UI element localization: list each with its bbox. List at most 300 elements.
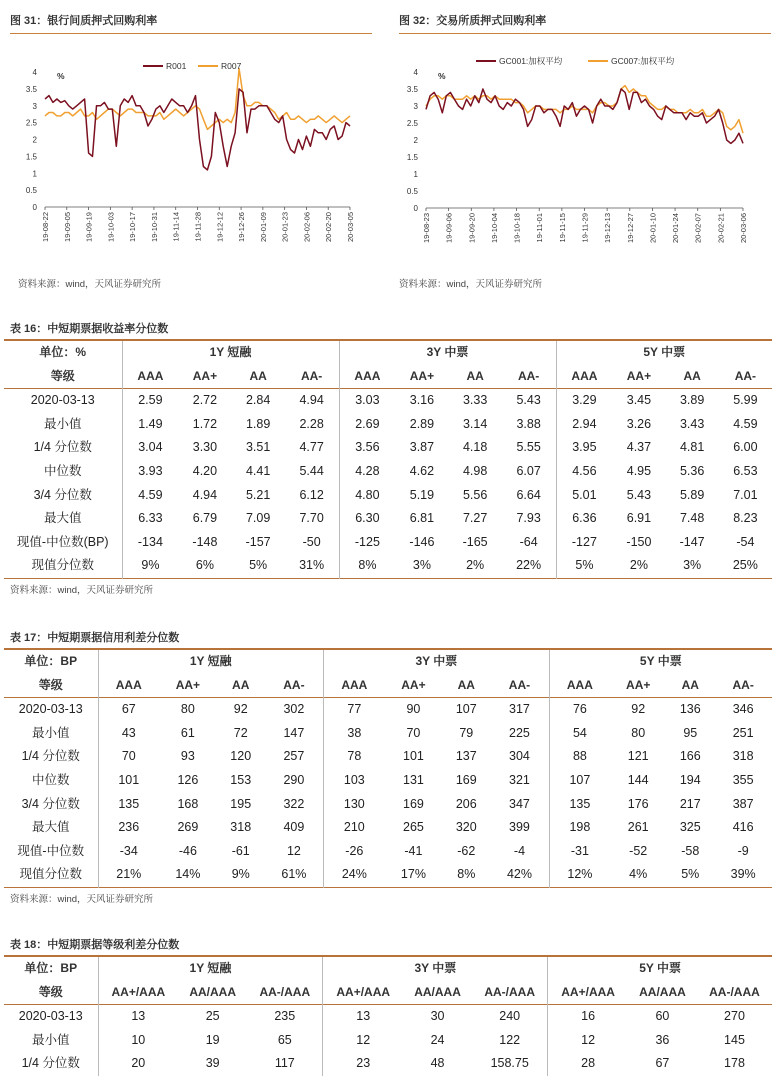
col-header-row [4, 981, 772, 1005]
table-cell: -46 [178, 843, 197, 858]
x-tick-label: 19-09-20 [467, 213, 477, 244]
col-header: AA-/AAA [484, 984, 536, 999]
col-header: AA+ [192, 368, 218, 383]
col-header: AA+/AAA [323, 981, 403, 1005]
table-cell: 4.59 [122, 484, 178, 508]
col-header: AAA [556, 365, 612, 389]
col-header: AA-/AAA [259, 984, 311, 999]
group-header: 3Y 中票 [323, 956, 548, 981]
col-header: AA+ [175, 677, 201, 692]
table-cell: -4 [513, 843, 526, 858]
table-cell: 21% [98, 863, 159, 887]
table-cell: -125 [339, 531, 395, 555]
table-row [4, 460, 772, 484]
row-label: 2020-03-13 [18, 1009, 83, 1024]
table-cell: 2.89 [409, 416, 435, 431]
x-tick-label: 19-11-28 [193, 212, 203, 242]
table-cell: 195 [230, 796, 252, 811]
table-cell: 166 [679, 749, 701, 764]
table-cell: 131 [403, 772, 424, 787]
x-tick-label: 19-10-03 [106, 212, 116, 243]
col-header: AA [457, 677, 475, 692]
x-tick-label: 19-11-14 [171, 212, 181, 242]
unit-label: % [438, 71, 446, 81]
col-header: AA/AAA [639, 984, 686, 999]
unit-label: % [57, 71, 65, 81]
x-tick-label: 20-03-06 [739, 213, 748, 244]
col-header: AA+ [626, 368, 652, 383]
x-tick-label: 19-12-26 [237, 211, 247, 243]
table-cell: 3.56 [339, 436, 395, 460]
group-header: 5Y 中票 [548, 956, 772, 981]
table-row [4, 745, 772, 769]
table-cell: 2.69 [339, 413, 395, 437]
y-tick-label: 2.5 [25, 118, 37, 128]
table-cell: 4.62 [409, 463, 435, 478]
y-tick-label: 1 [32, 169, 37, 179]
x-tick-label: 19-10-31 [149, 212, 159, 243]
table-cell: 317 [509, 702, 530, 717]
table-cell: 61 [180, 725, 195, 740]
x-tick-label: 20-01-23 [280, 212, 290, 243]
table-cell: 269 [177, 820, 199, 835]
table-cell: 1.89 [245, 416, 271, 431]
row-label: 1/4 分位数 [33, 440, 92, 455]
table-row [4, 793, 772, 817]
table-cell: 387 [732, 796, 754, 811]
table-cell: 3.30 [192, 440, 218, 455]
table-row [4, 698, 772, 722]
table-cell: 304 [509, 749, 530, 764]
table-cell: 4.77 [299, 440, 324, 455]
y-tick-label: 1.5 [25, 152, 37, 162]
table-cell: 19 [205, 1032, 220, 1047]
table-row [4, 863, 772, 887]
table-cell: 1.72 [192, 416, 218, 431]
row-label: 1/4 分位数 [21, 749, 80, 764]
table-cell: 3.16 [409, 393, 435, 408]
x-tick-label: 20-01-09 [258, 212, 268, 243]
col-header: AA+ [409, 368, 435, 383]
unit-label: 单位：BP [24, 961, 78, 975]
table-cell: 144 [627, 772, 649, 787]
row-label: 最大值 [43, 511, 82, 526]
grade-label: 等级 [50, 368, 75, 383]
table-cell: 39% [730, 867, 756, 882]
table-cell: 270 [724, 1009, 745, 1024]
table-row [4, 389, 772, 413]
table-cell: 5.19 [409, 487, 435, 502]
table-cell: -52 [629, 843, 648, 858]
table-cell: 6.64 [516, 487, 541, 502]
table-cell: 4.80 [339, 484, 395, 508]
col-header: AA-/AAA [709, 984, 760, 999]
table-cell: 158.75 [490, 1056, 529, 1071]
table-cell: 2.84 [245, 393, 271, 408]
table-cell: 5.43 [516, 393, 541, 408]
col-header: AAA [324, 674, 385, 698]
table-cell: 101 [403, 749, 424, 764]
table-cell: 168 [177, 796, 199, 811]
row-label: 最大值 [31, 820, 70, 835]
table-cell: 169 [403, 796, 424, 811]
table-cell: 355 [732, 772, 754, 787]
table-cell: 290 [283, 772, 305, 787]
table-cell: 7.09 [245, 511, 271, 526]
table-cell: 3% [683, 558, 702, 573]
table-cell: 399 [509, 820, 530, 835]
x-tick-label: 19-11-29 [580, 213, 590, 243]
table-cell: 5% [556, 554, 612, 578]
table17-source: 资料来源：wind，天风证券研究所 [10, 894, 154, 905]
x-tick-label: 19-09-05 [62, 212, 72, 243]
x-tick-label: 20-01-10 [648, 213, 658, 244]
table-cell: 3.88 [516, 416, 541, 431]
table-cell: -64 [519, 534, 538, 549]
y-tick-label: 4 [413, 68, 418, 77]
table-cell: -134 [122, 531, 178, 555]
table-cell: 107 [549, 769, 610, 793]
table-cell: 24% [324, 863, 385, 887]
table-cell: -31 [549, 840, 610, 864]
table-cell: 4.37 [626, 440, 652, 455]
x-tick-label: 20-01-24 [671, 213, 681, 244]
table-cell: 12 [548, 1029, 628, 1053]
table-cell: 4.41 [245, 463, 271, 478]
table-cell: 9% [122, 554, 178, 578]
series-line-0 [426, 89, 743, 143]
table-cell: 39 [205, 1056, 220, 1071]
table-cell: 22% [516, 558, 542, 573]
unit-label: 单位：% [39, 345, 87, 359]
table-cell: 7.48 [679, 511, 705, 526]
col-header: AA- [283, 677, 305, 692]
table-cell: 14% [175, 867, 201, 882]
row-label: 3/4 分位数 [21, 796, 80, 811]
table-cell: 217 [679, 796, 701, 811]
table-cell: -50 [302, 534, 321, 549]
table-cell: 12% [549, 863, 610, 887]
x-tick-label: 20-02-07 [693, 213, 703, 244]
table-cell: -61 [231, 843, 250, 858]
y-tick-label: 3 [413, 102, 418, 111]
y-tick-label: 0 [32, 203, 37, 212]
table-cell: 8.23 [733, 511, 758, 526]
col-header: AA- [734, 368, 757, 383]
group-header: 1Y 短融 [98, 956, 323, 981]
table-cell: 2.28 [299, 416, 324, 431]
table-cell: 5% [249, 558, 268, 573]
y-tick-label: 0.5 [406, 187, 418, 196]
table-cell: 12 [323, 1029, 403, 1053]
table-cell: 347 [509, 796, 530, 811]
table-cell: 43 [98, 722, 159, 746]
table-cell: 4.20 [192, 463, 218, 478]
table-cell: 7.70 [299, 511, 324, 526]
x-tick-label: 19-11-01 [535, 213, 545, 243]
table-cell: 206 [455, 796, 477, 811]
table-cell: 169 [455, 772, 477, 787]
table-cell: 101 [98, 769, 159, 793]
table-cell: 325 [679, 820, 701, 835]
x-tick-label: 19-12-27 [625, 213, 635, 244]
table-cell: 5.89 [679, 487, 705, 502]
table-cell: 4.28 [339, 460, 395, 484]
table-cell: 2% [466, 558, 485, 573]
col-header: AAA [339, 365, 395, 389]
figure31-caption: 图 31：银行间质押式回购利率 [10, 15, 158, 27]
y-tick-label: 3.5 [25, 84, 37, 94]
table-cell: -146 [409, 534, 435, 549]
table-cell: 318 [230, 820, 252, 835]
table-cell: -58 [681, 843, 700, 858]
table-cell: 4.81 [679, 440, 705, 455]
table-cell: 153 [230, 772, 252, 787]
table-cell: 4.95 [626, 463, 652, 478]
table-cell: 3.89 [679, 393, 705, 408]
table-cell: 3.51 [245, 440, 271, 455]
table-cell: 225 [509, 725, 530, 740]
table-cell: 121 [627, 749, 649, 764]
table-cell: 346 [732, 702, 754, 717]
table-cell: 78 [324, 745, 385, 769]
row-label: 现值分位数 [19, 867, 82, 882]
table-cell: 117 [274, 1056, 295, 1071]
table-cell: 9% [231, 867, 250, 882]
table-row [4, 722, 772, 746]
table-cell: -150 [626, 534, 652, 549]
table-row [4, 507, 772, 531]
col-header: AA [249, 368, 267, 383]
table-cell: 3.26 [626, 416, 652, 431]
x-tick-label: 20-03-05 [346, 212, 355, 243]
row-label: 3/4 分位数 [33, 487, 92, 502]
table-cell: 321 [509, 772, 530, 787]
row-label: 现值-中位数(BP) [16, 534, 109, 549]
table-cell: 2% [629, 558, 648, 573]
table-cell: 7.27 [462, 511, 488, 526]
x-tick-label: 20-02-20 [324, 212, 334, 243]
y-tick-label: 4 [32, 68, 37, 77]
table-cell: -148 [192, 534, 218, 549]
group-header: 1Y 短融 [98, 649, 324, 674]
table-cell: 5% [681, 867, 700, 882]
table-cell: 48 [430, 1056, 445, 1071]
table-cell: 77 [324, 698, 385, 722]
table-cell: 3.43 [679, 416, 705, 431]
table-row [4, 554, 772, 578]
table-cell: -54 [736, 534, 755, 549]
table-cell: 17% [400, 867, 426, 882]
table-cell: 135 [549, 793, 610, 817]
grade-label: 等级 [38, 984, 63, 999]
group-header: 3Y 中票 [339, 340, 556, 365]
table-cell: 103 [324, 769, 385, 793]
table-row [4, 816, 772, 840]
table-cell: 36 [655, 1032, 670, 1047]
table-row [4, 840, 772, 864]
table-cell: 6.33 [122, 507, 178, 531]
col-header: AAA [122, 365, 178, 389]
row-label: 现值-中位数 [17, 843, 85, 858]
table-cell: 92 [233, 702, 248, 717]
table-cell: 6.79 [192, 511, 218, 526]
x-tick-label: 19-09-19 [84, 212, 94, 243]
table-cell: 5.21 [245, 487, 271, 502]
table-cell: 4% [629, 867, 648, 882]
table-cell: 3.87 [409, 440, 435, 455]
table-cell: 38 [324, 722, 385, 746]
table-cell: 6.53 [733, 463, 758, 478]
table-cell: 5.43 [626, 487, 652, 502]
x-tick-label: 19-12-12 [215, 212, 225, 243]
table-cell: 70 [406, 725, 421, 740]
table-cell: 409 [283, 820, 305, 835]
table-cell: 2.72 [192, 393, 218, 408]
y-tick-label: 1.5 [406, 153, 418, 162]
legend-label: R007 [221, 61, 242, 71]
table-cell: 1.49 [122, 413, 178, 437]
table-cell: 4.59 [733, 416, 758, 431]
table-cell: 4.94 [192, 487, 218, 502]
col-header: AAA [549, 674, 610, 698]
table-cell: 10 [98, 1029, 178, 1053]
col-header: AA- [508, 677, 531, 692]
table-cell: 3% [412, 558, 431, 573]
table-cell: 31% [299, 558, 325, 573]
table-cell: 416 [732, 820, 754, 835]
group-header: 1Y 短融 [122, 340, 339, 365]
table-cell: 60 [655, 1009, 670, 1024]
y-tick-label: 0.5 [25, 186, 37, 196]
table-cell: 88 [549, 745, 610, 769]
table-cell: 265 [403, 820, 424, 835]
table-cell: 28 [548, 1052, 628, 1076]
table-cell: 210 [324, 816, 385, 840]
table-cell: -127 [556, 531, 612, 555]
row-label: 2020-03-13 [30, 393, 95, 408]
col-header: AA [683, 368, 701, 383]
row-label: 现值分位数 [31, 558, 94, 573]
table-cell: 5.99 [733, 393, 758, 408]
table-cell: 30 [430, 1009, 445, 1024]
table-cell: 176 [627, 796, 649, 811]
group-header: 5Y 中票 [549, 649, 772, 674]
table-cell: 13 [98, 1005, 178, 1029]
x-tick-label: 19-09-06 [444, 213, 454, 244]
table-cell: 122 [499, 1032, 521, 1047]
table-cell: 70 [98, 745, 159, 769]
table-cell: -147 [679, 534, 705, 549]
table-cell: 76 [549, 698, 610, 722]
col-header: AA+/AAA [98, 981, 178, 1005]
y-tick-label: 2.5 [406, 119, 418, 128]
table16-caption: 表 16：中短期票据收益率分位数 [10, 323, 169, 335]
table-cell: 4.56 [556, 460, 612, 484]
figure32-source: 资料来源：wind，天风证券研究所 [399, 279, 543, 290]
table-cell: 251 [732, 725, 754, 740]
row-label: 最小值 [31, 725, 70, 740]
col-header: AA+/AAA [548, 981, 628, 1005]
table-cell: 136 [679, 702, 701, 717]
col-header: AA [681, 677, 699, 692]
table-cell: 72 [233, 725, 248, 740]
table-cell: 8% [339, 554, 395, 578]
x-tick-label: 19-11-15 [557, 213, 567, 243]
table-row [4, 484, 772, 508]
table-cell: -9 [737, 843, 749, 858]
unit-label: 单位：BP [24, 654, 78, 668]
table-cell: 23 [323, 1052, 403, 1076]
table18-caption: 表 18：中短期票据等级利差分位数 [10, 939, 180, 951]
table-cell: 3.14 [462, 416, 488, 431]
table-cell: 6% [195, 558, 214, 573]
table-cell: 6.12 [299, 487, 324, 502]
x-tick-label: 19-12-13 [603, 213, 613, 244]
figure31-source: 资料来源：wind，天风证券研究所 [18, 279, 162, 290]
table-cell: 145 [724, 1032, 745, 1047]
table-row [4, 531, 772, 555]
table-cell: 79 [459, 725, 474, 740]
table-cell: 13 [323, 1005, 403, 1029]
table-cell: 107 [455, 702, 477, 717]
col-header: AA+ [401, 677, 426, 692]
table-cell: 235 [274, 1009, 296, 1024]
table-cell: 16 [548, 1005, 628, 1029]
row-label: 中位数 [31, 772, 70, 787]
table-cell: 80 [180, 702, 195, 717]
row-label: 最小值 [43, 416, 82, 431]
table-cell: 3.29 [556, 389, 612, 413]
table-row [4, 769, 772, 793]
table-cell: 6.00 [733, 440, 758, 455]
y-tick-label: 3.5 [406, 85, 418, 94]
y-tick-label: 3 [32, 101, 37, 111]
col-header: AA/AAA [414, 984, 461, 999]
table-cell: 5.01 [556, 484, 612, 508]
table-cell: 25% [732, 558, 758, 573]
table-cell: 93 [180, 749, 195, 764]
table-cell: 240 [499, 1009, 521, 1024]
table17 [4, 648, 772, 888]
table-cell: 194 [679, 772, 701, 787]
table-cell: 236 [98, 816, 159, 840]
table-cell: 12 [286, 843, 301, 858]
table-cell: 4.18 [462, 440, 488, 455]
table-cell: -62 [457, 843, 476, 858]
y-tick-label: 1 [413, 170, 418, 179]
table-cell: 80 [631, 725, 646, 740]
legend-label: GC001:加权平均 [499, 56, 563, 66]
table-cell: -157 [245, 534, 271, 549]
table-cell: 67 [655, 1056, 670, 1071]
table-cell: 3.45 [626, 393, 652, 408]
table-cell: 24 [430, 1032, 445, 1047]
x-tick-label: 19-08-23 [422, 213, 431, 244]
col-header: AA- [517, 368, 540, 383]
y-tick-label: 2 [413, 136, 418, 145]
table-cell: 6.36 [556, 507, 612, 531]
table-row [4, 413, 772, 437]
table-cell: 5.56 [462, 487, 488, 502]
table-cell: 92 [631, 702, 646, 717]
col-header: AA/AAA [189, 984, 236, 999]
table-cell: 302 [283, 702, 305, 717]
table18 [4, 955, 772, 1076]
table-cell: 5.36 [679, 463, 705, 478]
col-header: AA [466, 368, 484, 383]
table-cell: 2.94 [556, 413, 612, 437]
